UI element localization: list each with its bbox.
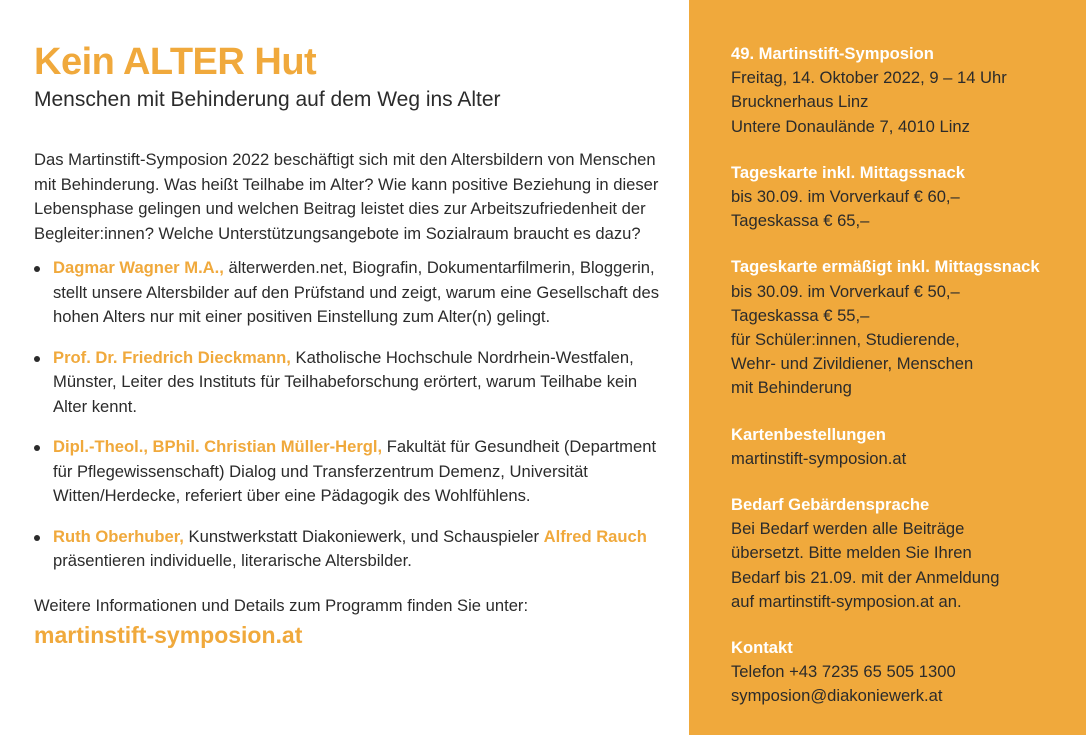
reduced-ticket-eligibility: mit Behinderung — [731, 378, 852, 398]
sign-language-text: Bei Bedarf werden alle Beiträge — [731, 519, 965, 539]
speaker-description: Fakultät für Gesundheit (Department für Pflegewissenschaft) Dialog und Transferzentrum Demenz, Universität Witten/Herdecke, referiert über eine Pädagogik des Wohlfühlens. — [53, 437, 657, 505]
contact-email[interactable]: symposion@diakoniewerk.at — [731, 686, 943, 706]
intro-paragraph: Das Martinstift-Symposion 2022 beschäftigt sich mit den Altersbildern von Menschen mit Behinderung. Was heißt Teilhabe im Alter? Wie kann positive Beziehung in dieser Lebensphase gelingen und welchen Beitrag leistet dies zur Arbeitszufriedenheit der Begleiter:innen? Welche Unterstützungsangebote im Sozialraum braucht es dazu? — [34, 150, 659, 243]
day-ticket-presale: bis 30.09. im Vorverkauf € 60,– — [731, 187, 960, 207]
sign-language-text: Bedarf bis 21.09. mit der Anmeldung — [731, 567, 1000, 587]
day-ticket-box-office: Tageskassa € 65,– — [731, 211, 870, 231]
list-item — [34, 256, 659, 330]
website-link[interactable]: martinstift-symposion.at — [34, 622, 303, 648]
list-item — [34, 346, 659, 420]
day-ticket-block — [731, 161, 1076, 234]
contact-phone[interactable]: Telefon +43 7235 65 505 1300 — [731, 662, 956, 682]
reduced-ticket-presale: bis 30.09. im Vorverkauf € 50,– — [731, 281, 960, 301]
speaker-name: Dagmar Wagner M.A., — [53, 258, 224, 277]
bullet-icon — [34, 445, 40, 451]
event-date: Freitag, 14. Oktober 2022, 9 – 14 Uhr — [731, 68, 1007, 88]
bullet-icon — [34, 535, 40, 541]
orders-heading: Kartenbestellungen — [731, 424, 886, 444]
event-block — [731, 42, 1076, 139]
reduced-ticket-eligibility: für Schüler:innen, Studierende, — [731, 330, 960, 350]
sign-language-block — [731, 493, 1076, 614]
reduced-ticket-block — [731, 255, 1076, 400]
speaker-name-2: Alfred Rauch — [543, 526, 647, 546]
contact-block — [731, 636, 1076, 709]
speaker-name: Ruth Oberhuber, — [53, 526, 184, 546]
page-subtitle: Menschen mit Behinderung auf dem Weg ins Alter — [34, 88, 501, 111]
event-venue: Brucknerhaus Linz — [731, 92, 869, 112]
list-item — [34, 525, 659, 574]
bullet-icon — [34, 356, 40, 362]
list-item — [34, 435, 659, 509]
sign-language-text: auf martinstift-symposion.at an. — [731, 591, 962, 611]
reduced-ticket-box-office: Tageskassa € 55,– — [731, 305, 870, 325]
speaker-description: Katholische Hochschule Nordrhein-Westfalen, Münster, Leiter des Instituts für Teilhabeforschung erörtert, warum Teilhabe kein Alter kennt. — [53, 347, 638, 416]
speaker-list — [34, 256, 659, 574]
speaker-description-2: präsentieren individuelle, literarische Altersbilder. — [53, 551, 412, 570]
contact-heading: Kontakt — [731, 638, 793, 658]
sign-language-heading: Bedarf Gebärdensprache — [731, 495, 930, 515]
day-ticket-heading: Tageskarte inkl. Mittagssnack — [731, 162, 965, 182]
info-panel — [689, 0, 1086, 735]
reduced-ticket-heading: Tageskarte ermäßigt inkl. Mittagssnack — [731, 257, 1040, 277]
speaker-name: Dipl.-Theol., BPhil. Christian Müller-Hergl, — [53, 437, 383, 456]
speaker-description: Kunstwerkstatt Diakoniewerk, und Schauspieler — [183, 526, 544, 546]
orders-block — [731, 423, 1076, 471]
event-heading: 49. Martinstift-Symposion — [731, 44, 934, 63]
page-title: Kein ALTER Hut — [34, 41, 317, 83]
speaker-description: älterwerden.net, Biografin, Dokumentarfilmerin, Bloggerin, stellt unsere Altersbilder auf den Prüfstand und zeigt, warum eine Gesellschaft des hohen Alters nur mit einer positiven Einstellung zum Alter(n) gelingt. — [53, 258, 660, 326]
orders-link[interactable]: martinstift-symposion.at — [731, 448, 907, 468]
bullet-icon — [34, 266, 40, 272]
sign-language-text: übersetzt. Bitte melden Sie Ihren — [731, 543, 972, 563]
more-info-text: Weitere Informationen und Details zum Programm finden Sie unter: — [34, 595, 529, 615]
event-address: Untere Donaulände 7, 4010 Linz — [731, 116, 970, 136]
reduced-ticket-eligibility: Wehr- und Zivildiener, Menschen — [731, 354, 974, 374]
speaker-name: Prof. Dr. Friedrich Dieckmann, — [53, 347, 291, 367]
